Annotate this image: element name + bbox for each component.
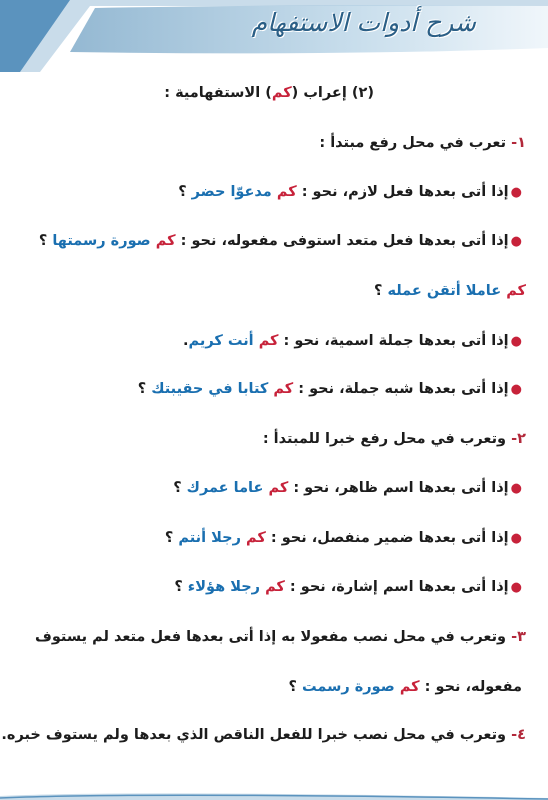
- point-4-line: [1, 724, 526, 746]
- bullet-line: [10, 527, 522, 550]
- example-text: عاملا أتقن عمله: [387, 283, 502, 299]
- line-tail: ؟: [374, 283, 388, 299]
- bullet-icon: ●: [510, 481, 522, 496]
- line-tail: ؟: [178, 184, 192, 200]
- point-number: ١-: [511, 135, 526, 151]
- point-1-line: [10, 132, 526, 154]
- line-tail: ؟: [38, 233, 53, 249]
- example-kam: كم: [263, 480, 289, 496]
- continuation-line: [10, 280, 526, 302]
- bullet-icon: ●: [510, 334, 522, 349]
- point-2-line: [10, 428, 526, 450]
- bullet-icon: ●: [510, 580, 522, 595]
- example-text: صورة رسمت: [302, 679, 395, 695]
- example-kam: كم: [268, 381, 294, 397]
- example-text: رجلا هؤلاء: [187, 579, 261, 595]
- line-tail: ؟: [137, 381, 152, 397]
- line-tail: ؟: [173, 480, 187, 496]
- example-text: صورة رسمتها: [52, 233, 151, 249]
- example-kam: كم: [501, 283, 526, 299]
- line-text: وتعرب في محل رفع خبرا للمبتدأ :: [262, 431, 512, 447]
- line-text: إذا أتى بعدها ضمير منفصل، نحو :: [265, 530, 509, 546]
- point-3-line: [10, 626, 526, 648]
- point-number: ٢-: [511, 431, 526, 447]
- bullet-line: [10, 378, 522, 401]
- example-kam: كم: [150, 233, 176, 249]
- line-text: تعرب في محل رفع مبتدأ :: [319, 135, 512, 151]
- footer-decoration: [0, 788, 548, 800]
- line-text: إذا أتى بعدها شبه جملة، نحو :: [293, 381, 509, 397]
- bullet-icon: ●: [510, 531, 522, 546]
- example-kam: كم: [260, 579, 285, 595]
- bullet-line: [10, 230, 522, 253]
- example-text: عاما عمرك: [186, 480, 264, 496]
- section-heading-kam: كم: [271, 85, 292, 101]
- continuation-line: [10, 676, 522, 698]
- line-text: إذا أتى بعدها اسم إشارة، نحو :: [284, 579, 509, 595]
- line-tail: ؟: [288, 679, 303, 695]
- header-title: شرح أدوات الاستفهام: [251, 8, 476, 37]
- bullet-line: [10, 181, 522, 204]
- bullet-icon: ●: [510, 382, 522, 397]
- bullet-icon: ●: [510, 234, 522, 249]
- example-text: كتابا في حقيبتك: [151, 381, 269, 397]
- section-heading-pre: إعراب (: [291, 85, 347, 101]
- example-kam: كم: [271, 184, 297, 200]
- bullet-line: [10, 330, 522, 353]
- bullet-icon: ●: [510, 185, 522, 200]
- example-text: أنت كريم: [188, 333, 254, 349]
- bullet-line: [10, 477, 522, 500]
- line-text: مفعوله، نحو :: [419, 679, 522, 695]
- line-text: وتعرب في محل نصب مفعولا به إذا أتى بعدها فعل متعد لم يستوف: [34, 629, 512, 645]
- example-kam: كم: [240, 530, 266, 546]
- section-heading: [10, 82, 374, 104]
- point-number: ٣-: [511, 629, 526, 645]
- line-text: وتعرب في محل نصب خبرا للفعل الناقص الذي بعدها ولم يستوف خبره.: [1, 727, 512, 743]
- line-text: إذا أتى بعدها فعل متعد استوفى مفعوله، نحو :: [175, 233, 509, 249]
- section-number: (٢): [351, 85, 374, 101]
- example-text: مدعوّا حضر: [191, 184, 272, 200]
- example-kam: كم: [394, 679, 420, 695]
- line-text: إذا أتى بعدها اسم ظاهر، نحو :: [288, 480, 509, 496]
- bullet-line: [10, 576, 522, 599]
- line-tail: .: [183, 333, 189, 349]
- point-number: ٤-: [511, 727, 526, 743]
- section-heading-post: ) الاستفهامية :: [164, 85, 272, 101]
- line-tail: ؟: [164, 530, 179, 546]
- example-kam: كم: [253, 333, 279, 349]
- line-tail: ؟: [174, 579, 188, 595]
- line-text: إذا أتى بعدها جملة اسمية، نحو :: [278, 333, 509, 349]
- example-text: رجلا أنتم: [178, 530, 241, 546]
- line-text: إذا أتى بعدها فعل لازم، نحو :: [296, 184, 509, 200]
